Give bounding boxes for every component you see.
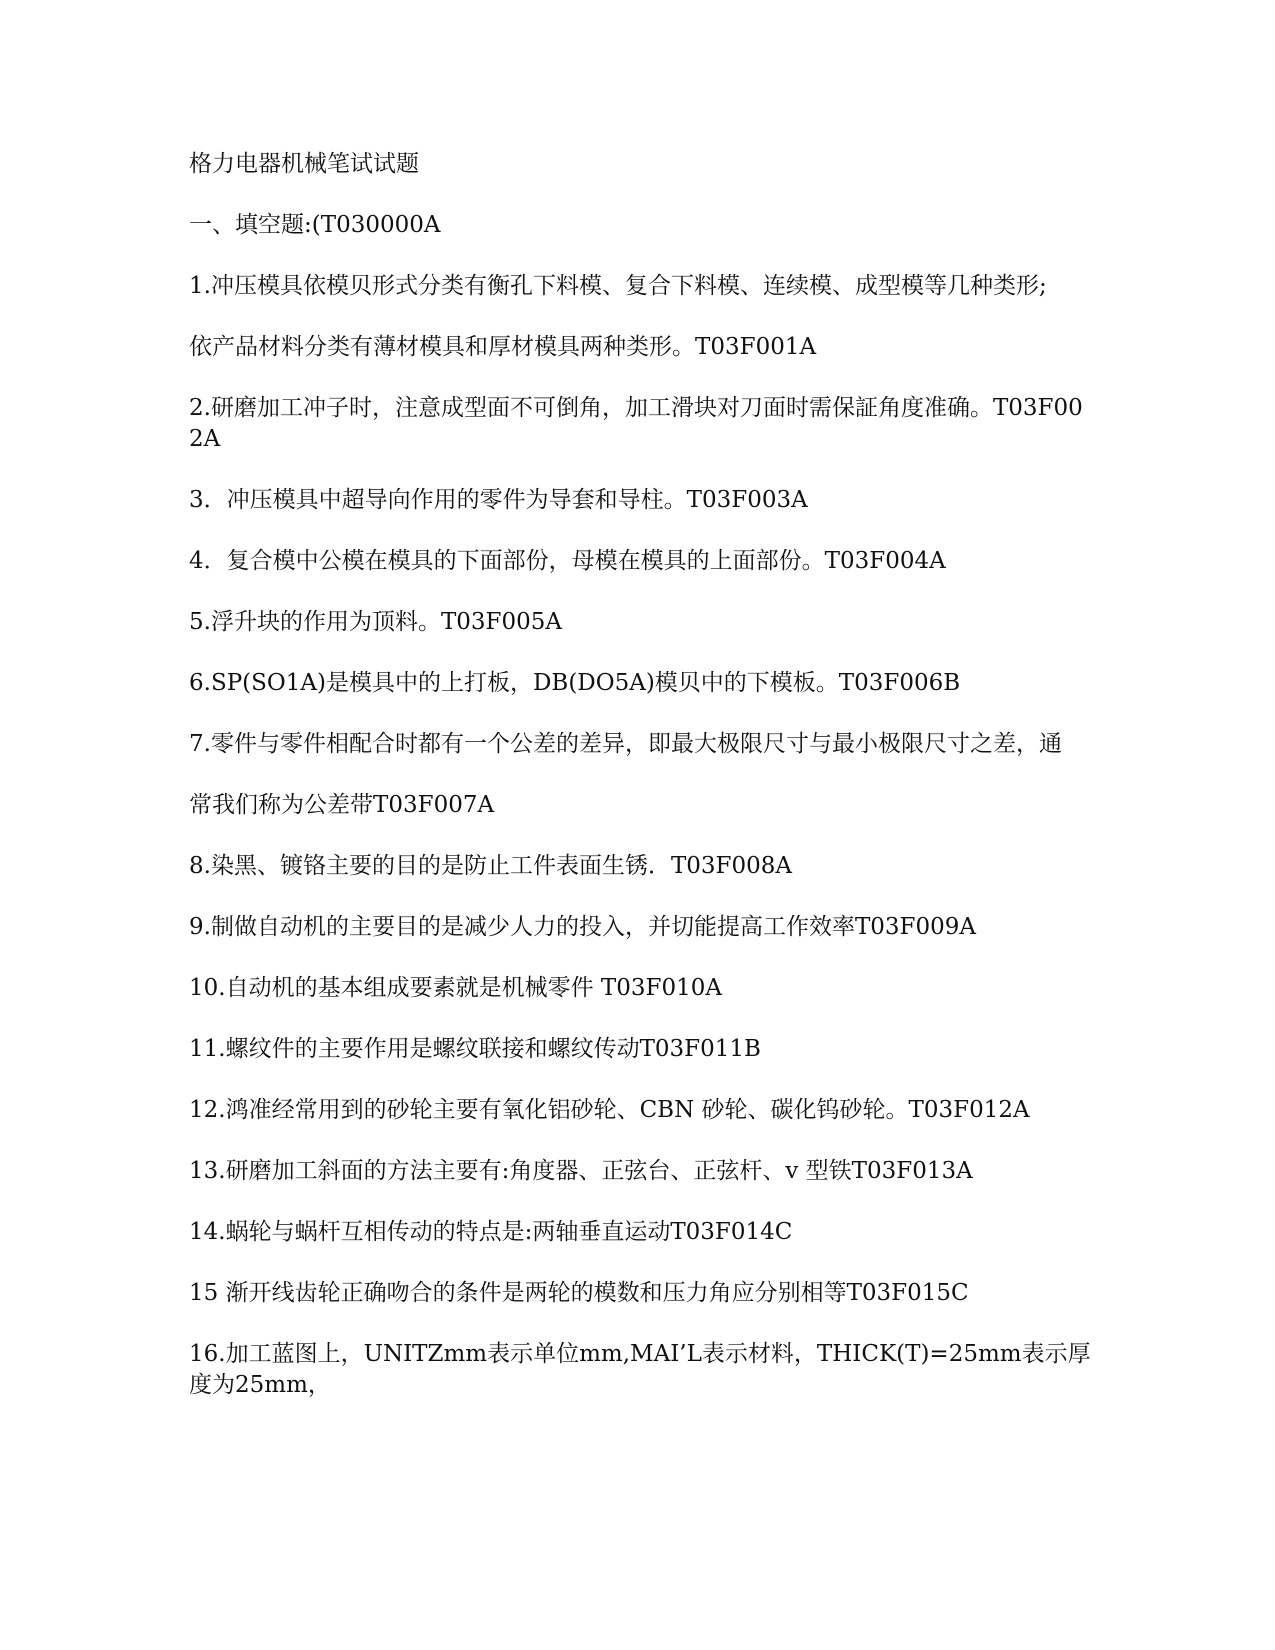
paragraph: 10.自动机的基本组成要素就是机械零件 T03F010A — [189, 975, 722, 1001]
paragraph: 11.螺纹件的主要作用是螺纹联接和螺纹传动T03F011B — [189, 1036, 761, 1062]
paragraph: 2.研磨加工冲子时，注意成型面不可倒角，加工滑块对刀面时需保証角度准确。T03F002A — [189, 395, 1083, 452]
paragraph: 依产品材料分类有薄材模具和厚材模具两种类形。T03F001A — [189, 334, 817, 360]
document-title: 格力电器机械笔试试题 — [189, 151, 419, 177]
paragraph: 12.鸿准经常用到的砂轮主要有氧化铝砂轮、CBN 砂轮、碳化钨砂轮。T03F012A — [189, 1097, 1030, 1123]
paragraph: 9.制做自动机的主要目的是减少人力的投入，并切能提高工作效率T03F009A — [189, 914, 977, 940]
paragraph: 6.SP(SO1A)是模具中的上打板，DB(DO5A)模贝中的下模板。T03F006B — [189, 670, 961, 696]
paragraph: 13.研磨加工斜面的方法主要有:角度器、正弦台、正弦杆、v 型铁T03F013A — [189, 1158, 973, 1184]
paragraph: 5.浮升块的作用为顶料。T03F005A — [189, 609, 563, 635]
section-heading: 一、填空题:(T030000A — [189, 212, 441, 238]
paragraph: 14.蜗轮与蜗杆互相传动的特点是:两轴垂直运动T03F014C — [189, 1219, 793, 1245]
paragraph: 常我们称为公差带T03F007A — [189, 792, 495, 818]
paragraph: 15 渐开线齿轮正确吻合的条件是两轮的模数和压力角应分别相等T03F015C — [189, 1280, 969, 1306]
paragraph: 3．冲压模具中超导向作用的零件为导套和导柱。T03F003A — [189, 487, 808, 513]
paragraph: 16.加工蓝图上，UNITZmm表示单位mm,MAI’L表示材料，THICK(T)=25mm表示厚度为25mm， — [189, 1341, 1091, 1398]
paragraph: 7.零件与零件相配合时都有一个公差的差异，即最大极限尺寸与最小极限尺寸之差，通 — [189, 731, 1062, 757]
paragraph: 8.染黑、镀铬主要的目的是防止工件表面生锈．T03F008A — [189, 853, 793, 879]
paragraph: 1.冲压模具依模贝形式分类有衡孔下料模、复合下料模、连续模、成型模等几种类形; — [189, 273, 1047, 299]
document-body — [189, 149, 1094, 1431]
paragraph: 4．复合模中公模在模具的下面部份，母模在模具的上面部份。T03F004A — [189, 548, 946, 574]
